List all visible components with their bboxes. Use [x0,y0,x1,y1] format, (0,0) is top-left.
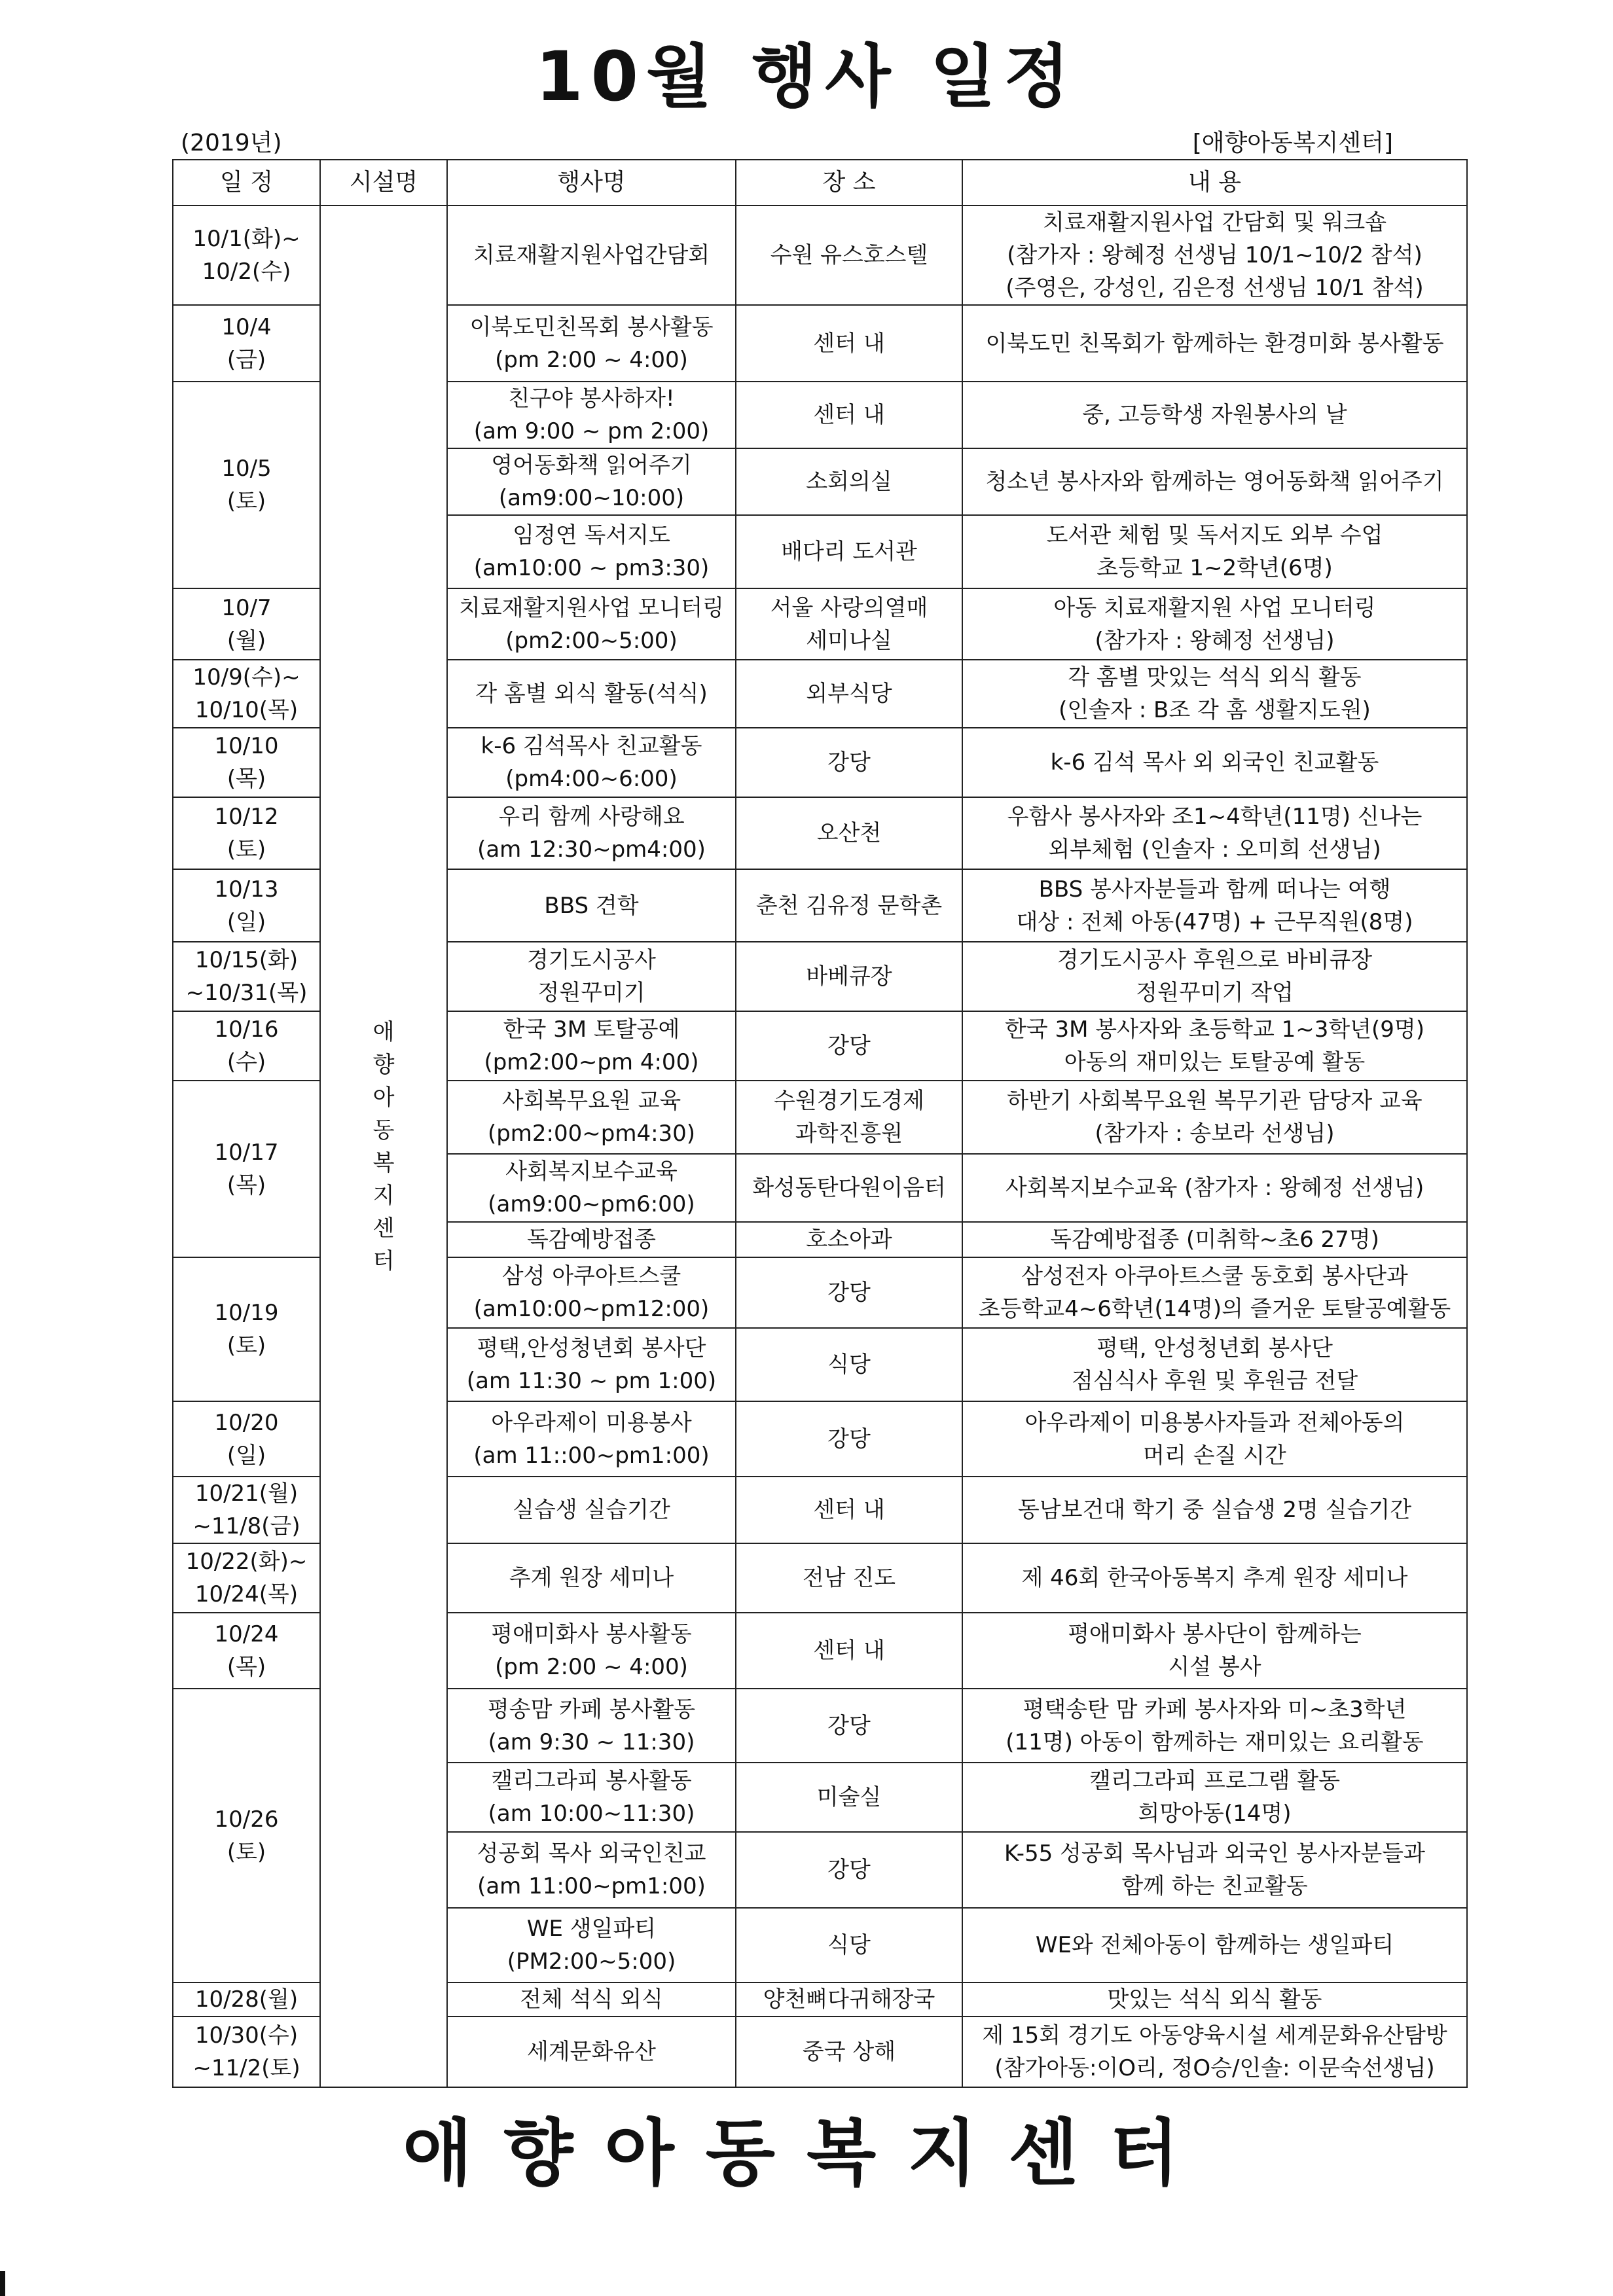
event-line: 추계 원장 세미나 [509,1565,674,1591]
header-place: 장 소 [736,160,962,206]
place-line: 화성동탄다원이음터 [752,1175,946,1201]
event-cell [447,2017,736,2087]
date-line: ~11/8(금) [192,1513,300,1539]
content-cell [962,1154,1467,1222]
content-line: 아동의 재미있는 토탈공예 활동 [1064,1049,1366,1075]
date-line: (목) [227,766,266,792]
header-event: 행사명 [447,160,736,206]
header-date: 일 정 [173,160,320,206]
content-line: 삼성전자 아쿠아트스쿨 동호회 봉사단과 [1021,1263,1408,1289]
content-line: 맛있는 석식 외식 활동 [1107,1986,1322,2013]
content-line: BBS 봉사자분들과 함께 떠나는 여행 [1038,876,1391,903]
event-line: WE 생일파티 [526,1916,657,1942]
content-line: 평택송탄 맘 카페 봉사자와 미~초3학년 [1023,1696,1407,1723]
event-cell [447,728,736,797]
content-line: (참가아동:이O리, 정O승/인솔: 이문숙선생님) [994,2055,1435,2081]
date-line: (토) [227,836,266,863]
date-cell [173,1982,320,2017]
place-cell [736,588,962,660]
content-line: 캘리그라피 프로그램 활동 [1089,1768,1340,1794]
event-cell [447,1689,736,1763]
place-line: 소회의실 [806,469,892,495]
content-line: 제 15회 경기도 아동양육시설 세계문화유산탐방 [982,2022,1447,2049]
date-line: 10/10(목) [194,697,299,723]
content-line: (11명) 아동이 함께하는 재미있는 요리활동 [1006,1729,1424,1755]
date-cell [173,1011,320,1081]
date-line: (목) [227,1172,266,1198]
place-line: 식당 [827,1932,871,1958]
content-line: 이북도민 친목회가 함께하는 환경미화 봉사활동 [985,330,1444,357]
date-line: (토) [227,1333,266,1359]
event-cell [447,797,736,869]
event-line: (am 11:30 ~ pm 1:00) [466,1368,717,1394]
content-line: 각 홈별 맛있는 석식 외식 활동 [1068,664,1362,691]
facility-cell [320,206,447,2087]
date-cell [173,1477,320,1543]
content-cell [962,942,1467,1011]
content-line: 함께 하는 친교활동 [1121,1873,1308,1899]
content-cell [962,1613,1467,1689]
place-line: 수원경기도경제 [774,1088,924,1114]
date-cell [173,869,320,942]
date-line: 10/20 [214,1409,279,1436]
table-row [173,206,1467,305]
content-line: 치료재활지원사업 간담회 및 워크숍 [1042,209,1387,236]
place-cell [736,1401,962,1477]
date-line: (수) [227,1049,266,1075]
event-line: 평애미화사 봉사활동 [491,1621,692,1647]
place-line: 센터 내 [813,1638,885,1664]
place-line: 배다리 도서관 [781,539,917,565]
event-cell [447,1543,736,1613]
event-line: 전체 석식 외식 [520,1986,663,2013]
date-line: (토) [227,1839,266,1865]
content-line: 경기도시공사 후원으로 바비큐장 [1057,947,1373,973]
event-line: 독감예방접종 [526,1227,657,1253]
event-line: (am9:00~pm6:00) [488,1191,695,1217]
content-cell [962,515,1467,588]
event-line: 성공회 목사 외국인친교 [477,1840,706,1867]
content-cell [962,382,1467,448]
event-cell [447,515,736,588]
place-cell [736,1613,962,1689]
event-line: 한국 3M 토탈공예 [503,1016,680,1043]
content-cell [962,797,1467,869]
header-content: 내 용 [962,160,1467,206]
content-cell [962,1908,1467,1982]
event-cell [447,305,736,382]
event-line: 경기도시공사 [526,947,657,973]
facility-char: 터 [372,1247,395,1274]
content-line: 대상 : 전체 아동(47명) + 근무직원(8명) [1016,908,1413,935]
facility-char: 지 [372,1182,395,1209]
content-line: 희망아동(14명) [1138,1801,1292,1827]
place-cell [736,1081,962,1154]
place-cell [736,382,962,448]
content-line: 제 46회 한국아동복지 추계 원장 세미나 [1021,1565,1408,1591]
event-line: 치료재활지원사업간담회 [473,242,710,268]
content-cell [962,305,1467,382]
facility-char: 복 [372,1149,395,1176]
place-line: 강당 [827,1033,871,1059]
date-line: 10/22(화)~ [185,1549,308,1575]
place-line: 수원 유스호스텔 [770,242,928,268]
content-line: 우함사 봉사자와 조1~4학년(11명) 신나는 [1007,804,1423,830]
content-line: 외부체험 (인솔자 : 오미희 선생님) [1048,836,1381,863]
event-line: 사회복지보수교육 [505,1158,678,1185]
date-line: ~10/31(목) [185,980,308,1006]
event-cell [447,1763,736,1832]
date-cell [173,2017,320,2087]
date-cell [173,660,320,728]
place-line: 강당 [827,1712,871,1739]
event-cell [447,1832,736,1908]
date-line: 10/10 [214,733,279,759]
date-cell [173,1613,320,1689]
place-line: 강당 [827,749,871,776]
event-line: 실습생 실습기간 [513,1497,670,1523]
date-cell [173,797,320,869]
content-line: 평애미화사 봉사단이 함께하는 [1068,1621,1362,1647]
date-line: (월) [227,627,266,654]
content-cell [962,588,1467,660]
date-cell [173,728,320,797]
table-header-row [173,160,1467,206]
event-cell [447,206,736,305]
content-line: 하반기 사회복무요원 복무기관 담당자 교육 [1007,1088,1423,1114]
date-line: (목) [227,1654,266,1680]
content-line: 초등학교 1~2학년(6명) [1096,555,1333,581]
event-cell [447,1908,736,1982]
event-line: (am10:00 ~ pm3:30) [473,555,710,581]
date-line: 10/21(월) [194,1480,299,1507]
date-line: (금) [227,346,266,373]
content-cell [962,2017,1467,2087]
page-title: 10월 행사 일정 [535,37,1078,117]
date-line: 10/13 [214,876,279,903]
date-cell [173,1543,320,1613]
event-line: k-6 김석목사 친교활동 [480,733,702,759]
event-line: (am 10:00~11:30) [488,1801,695,1827]
content-cell [962,1982,1467,2017]
date-line: 10/7 [221,594,272,621]
place-line: 전남 진도 [802,1565,896,1591]
event-line: 우리 함께 사랑해요 [498,804,685,830]
place-cell [736,1689,962,1763]
place-cell [736,1908,962,1982]
content-line: 초등학교4~6학년(14명)의 즐거운 토탈공예활동 [978,1296,1451,1322]
event-line: 캘리그라피 봉사활동 [491,1768,692,1794]
schedule-body [173,206,1467,2087]
content-cell [962,1763,1467,1832]
event-line: (pm2:00~pm 4:00) [484,1049,699,1075]
place-line: 식당 [827,1352,871,1378]
date-line: 10/24 [214,1621,279,1647]
place-cell [736,797,962,869]
event-cell [447,1613,736,1689]
event-cell [447,1982,736,2017]
content-cell [962,660,1467,728]
content-line: 점심식사 후원 및 후원금 전달 [1071,1368,1358,1394]
place-cell [736,1222,962,1257]
event-line: 세계문화유산 [526,2039,657,2065]
place-cell [736,660,962,728]
place-cell [736,1328,962,1401]
event-line: 평택,안성청년회 봉사단 [477,1335,706,1361]
date-line: 10/16 [214,1016,279,1043]
event-line: 평송맘 카페 봉사활동 [487,1696,696,1723]
content-line: 아동 치료재활지원 사업 모니터링 [1053,594,1376,621]
date-cell [173,305,320,382]
event-line: 사회복무요원 교육 [501,1088,681,1114]
place-line: 외부식당 [806,681,892,707]
place-line: 센터 내 [813,402,885,428]
event-cell [447,942,736,1011]
place-cell [736,1011,962,1081]
content-line: K-55 성공회 목사님과 외국인 봉사자분들과 [1004,1840,1425,1867]
event-line: 삼성 아쿠아트스쿨 [501,1263,681,1289]
content-cell [962,728,1467,797]
content-cell [962,1689,1467,1763]
event-line: (pm 2:00 ~ 4:00) [495,1654,688,1680]
date-line: 10/1(화)~ [192,226,300,252]
event-cell [447,1222,736,1257]
content-cell [962,1832,1467,1908]
date-line: 10/12 [214,804,279,830]
event-line: 이북도민친목회 봉사활동 [469,314,714,340]
place-cell [736,206,962,305]
content-cell [962,1401,1467,1477]
facility-char: 향 [372,1051,395,1078]
place-cell [736,1543,962,1613]
date-line: 10/4 [221,314,272,340]
place-cell [736,305,962,382]
place-line: 강당 [827,1857,871,1883]
event-line: 치료재활지원사업 모니터링 [459,594,724,621]
content-line: 사회복지보수교육 (참가자 : 왕혜정 선생님) [1005,1175,1424,1201]
event-cell [447,588,736,660]
event-line: BBS 견학 [544,892,639,919]
date-line: 10/26 [214,1806,279,1833]
date-line: 10/5 [221,456,272,482]
place-cell [736,869,962,942]
content-cell [962,448,1467,515]
place-line: 중국 상해 [802,2039,896,2065]
event-line: (pm 2:00 ~ 4:00) [495,346,688,373]
content-line: 도서관 체험 및 독서지도 외부 수업 [1046,522,1383,548]
event-line: (am 9:00 ~ pm 2:00) [473,418,710,444]
content-line: (인솔자 : B조 각 홈 생활지도원) [1059,697,1371,723]
content-line: 정원꾸미기 작업 [1136,980,1294,1006]
date-cell [173,1689,320,1982]
date-line: 10/28(월) [194,1986,299,2013]
place-line: 미술실 [816,1784,882,1810]
facility-char: 아 [372,1084,395,1111]
event-cell [447,1011,736,1081]
place-cell [736,515,962,588]
date-line: 10/30(수) [194,2022,299,2049]
event-cell [447,1081,736,1154]
event-line: (am 11:00~pm1:00) [477,1873,706,1899]
content-line: 한국 3M 봉사자와 초등학교 1~3학년(9명) [1004,1016,1425,1043]
event-line: (pm2:00~5:00) [505,627,678,654]
place-cell [736,942,962,1011]
event-line: (am9:00~10:00) [498,485,685,511]
place-line: 서울 사랑의열매 [770,594,928,621]
date-line: 10/19 [214,1300,279,1326]
event-line: (am 12:30~pm4:00) [477,836,706,863]
content-line: 평택, 안성청년회 봉사단 [1096,1335,1333,1361]
date-line: 10/17 [214,1139,279,1166]
event-line: (PM2:00~5:00) [507,1948,676,1975]
event-cell [447,1154,736,1222]
place-cell [736,1154,962,1222]
event-cell [447,1328,736,1401]
content-cell [962,1011,1467,1081]
content-cell [962,869,1467,942]
date-cell [173,1081,320,1257]
place-line: 센터 내 [813,330,885,357]
place-line: 강당 [827,1426,871,1452]
facility-char: 애 [372,1018,395,1045]
place-line: 양천뼈다귀해장국 [763,1986,935,2013]
place-line: 춘천 김유정 문학촌 [755,892,943,919]
event-line: 각 홈별 외식 활동(석식) [475,681,708,707]
content-line: 머리 손질 시간 [1143,1442,1286,1469]
content-line: (참가자 : 송보라 선생님) [1095,1121,1335,1147]
place-cell [736,1832,962,1908]
place-line: 세미나실 [806,627,892,654]
place-cell [736,728,962,797]
facility-char: 동 [372,1117,395,1143]
scan-edge-mark [0,2271,5,2296]
content-line: k-6 김석 목사 외 외국인 친교활동 [1050,749,1379,776]
event-cell [447,448,736,515]
content-line: 동남보건대 학기 중 실습생 2명 실습기간 [1017,1497,1412,1523]
content-line: 아우라제이 미용봉사자들과 전체아동의 [1024,1409,1405,1436]
content-cell [962,1257,1467,1328]
event-line: 정원꾸미기 [537,980,645,1006]
content-line: WE와 전체아동이 함께하는 생일파티 [1035,1932,1394,1958]
organization-label: [애향아동복지센터] [1192,130,1393,156]
date-line: (일) [227,1442,266,1469]
event-cell [447,1401,736,1477]
place-cell [736,1477,962,1543]
date-cell [173,942,320,1011]
content-line: (참가자 : 왕혜정 선생님) [1095,627,1335,654]
event-line: (am10:00~pm12:00) [473,1296,710,1322]
place-line: 과학진흥원 [795,1121,903,1147]
content-line: (주영은, 강성인, 김은정 선생님 10/1 참석) [1006,275,1424,301]
event-cell [447,1257,736,1328]
place-line: 바베큐장 [806,963,892,990]
event-line: (pm4:00~6:00) [505,766,678,792]
event-cell [447,382,736,448]
event-cell [447,1477,736,1543]
event-cell [447,660,736,728]
date-line: ~11/2(토) [192,2055,300,2081]
event-cell [447,869,736,942]
content-cell [962,1477,1467,1543]
place-cell [736,448,962,515]
place-line: 호소아과 [806,1227,892,1253]
content-line: (참가자 : 왕혜정 선생님 10/1~10/2 참석) [1007,242,1423,268]
date-cell [173,382,320,588]
date-cell [173,1401,320,1477]
content-cell [962,1543,1467,1613]
event-line: (am 11::00~pm1:00) [473,1442,710,1469]
event-line: (pm2:00~pm4:30) [487,1121,696,1147]
date-line: 10/24(목) [194,1581,299,1607]
header-facility: 시설명 [320,160,447,206]
content-cell [962,206,1467,305]
facility-char: 센 [372,1215,395,1242]
date-cell [173,588,320,660]
place-line: 오산천 [816,820,882,846]
date-cell [173,206,320,305]
date-line: 10/2(수) [202,259,291,285]
date-line: 10/15(화) [194,947,299,973]
year-label: (2019년) [181,130,282,156]
place-line: 센터 내 [813,1497,885,1523]
place-line: 강당 [827,1280,871,1306]
place-cell [736,1763,962,1832]
content-line: 중, 고등학생 자원봉사의 날 [1082,402,1347,428]
event-line: 친구야 봉사하자! [508,386,675,412]
footer-organization: 애향아동복지센터 [402,2111,1211,2195]
date-line: (일) [227,908,266,935]
event-line: 임정연 독서지도 [513,522,670,548]
schedule-table [172,159,1468,2088]
place-cell [736,2017,962,2087]
place-cell [736,1982,962,2017]
content-line: 독감예방접종 (미취학~초6 27명) [1050,1227,1379,1253]
content-line: 청소년 봉사자와 함께하는 영어동화책 읽어주기 [985,469,1444,495]
content-cell [962,1081,1467,1154]
date-line: (토) [227,488,266,514]
place-cell [736,1257,962,1328]
content-line: 시설 봉사 [1168,1654,1261,1680]
content-cell [962,1328,1467,1401]
date-cell [173,1257,320,1401]
event-line: 영어동화책 읽어주기 [491,452,692,478]
event-line: 아우라제이 미용봉사 [491,1409,692,1436]
content-cell [962,1222,1467,1257]
date-line: 10/9(수)~ [192,664,300,691]
event-line: (am 9:30 ~ 11:30) [488,1729,695,1755]
